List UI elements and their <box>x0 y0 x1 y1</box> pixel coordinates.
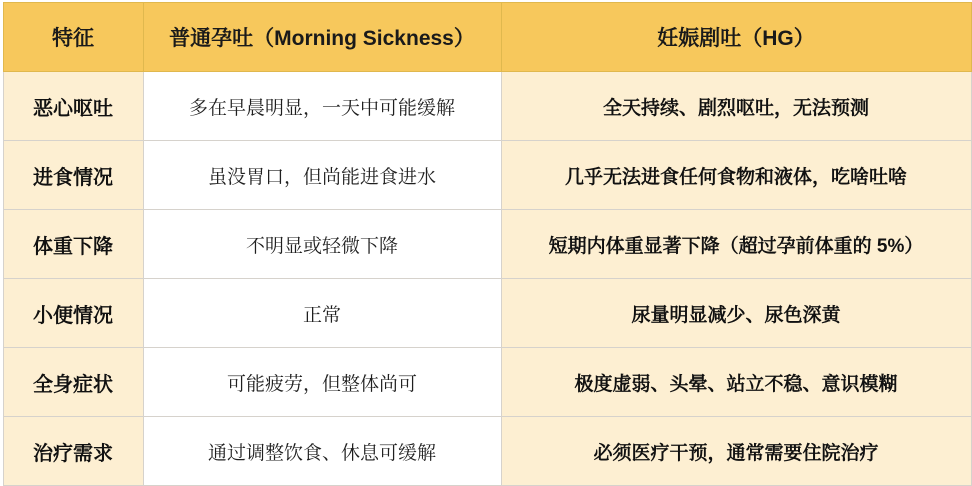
table-row <box>3 210 971 279</box>
row-morning-sickness-value: 通过调整饮食、休息可缓解 <box>143 417 501 486</box>
column-header-morning-sickness: 普通孕吐（Morning Sickness） <box>143 3 501 72</box>
table-body <box>3 72 971 486</box>
row-feature-label: 恶心呕吐 <box>3 72 143 141</box>
row-hg-value: 极度虚弱、头晕、站立不稳、意识模糊 <box>501 348 971 417</box>
row-morning-sickness-value: 不明显或轻微下降 <box>143 210 501 279</box>
table-row <box>3 141 971 210</box>
row-feature-label: 治疗需求 <box>3 417 143 486</box>
row-hg-value: 全天持续、剧烈呕吐，无法预测 <box>501 72 971 141</box>
comparison-table <box>3 2 972 486</box>
row-feature-label: 体重下降 <box>3 210 143 279</box>
row-morning-sickness-value: 多在早晨明显，一天中可能缓解 <box>143 72 501 141</box>
row-morning-sickness-value: 可能疲劳，但整体尚可 <box>143 348 501 417</box>
table-row <box>3 348 971 417</box>
table-header-row <box>3 3 971 72</box>
table-header <box>3 3 971 72</box>
row-feature-label: 小便情况 <box>3 279 143 348</box>
table-row <box>3 417 971 486</box>
row-hg-value: 必须医疗干预，通常需要住院治疗 <box>501 417 971 486</box>
row-morning-sickness-value: 虽没胃口，但尚能进食进水 <box>143 141 501 210</box>
row-morning-sickness-value: 正常 <box>143 279 501 348</box>
row-hg-value: 几乎无法进食任何食物和液体，吃啥吐啥 <box>501 141 971 210</box>
table-row <box>3 72 971 141</box>
row-hg-value: 短期内体重显著下降（超过孕前体重的 5%） <box>501 210 971 279</box>
table-row <box>3 279 971 348</box>
column-header-feature: 特征 <box>3 3 143 72</box>
column-header-hyperemesis-gravidarum: 妊娠剧吐（HG） <box>501 3 971 72</box>
row-hg-value: 尿量明显减少、尿色深黄 <box>501 279 971 348</box>
row-feature-label: 全身症状 <box>3 348 143 417</box>
row-feature-label: 进食情况 <box>3 141 143 210</box>
